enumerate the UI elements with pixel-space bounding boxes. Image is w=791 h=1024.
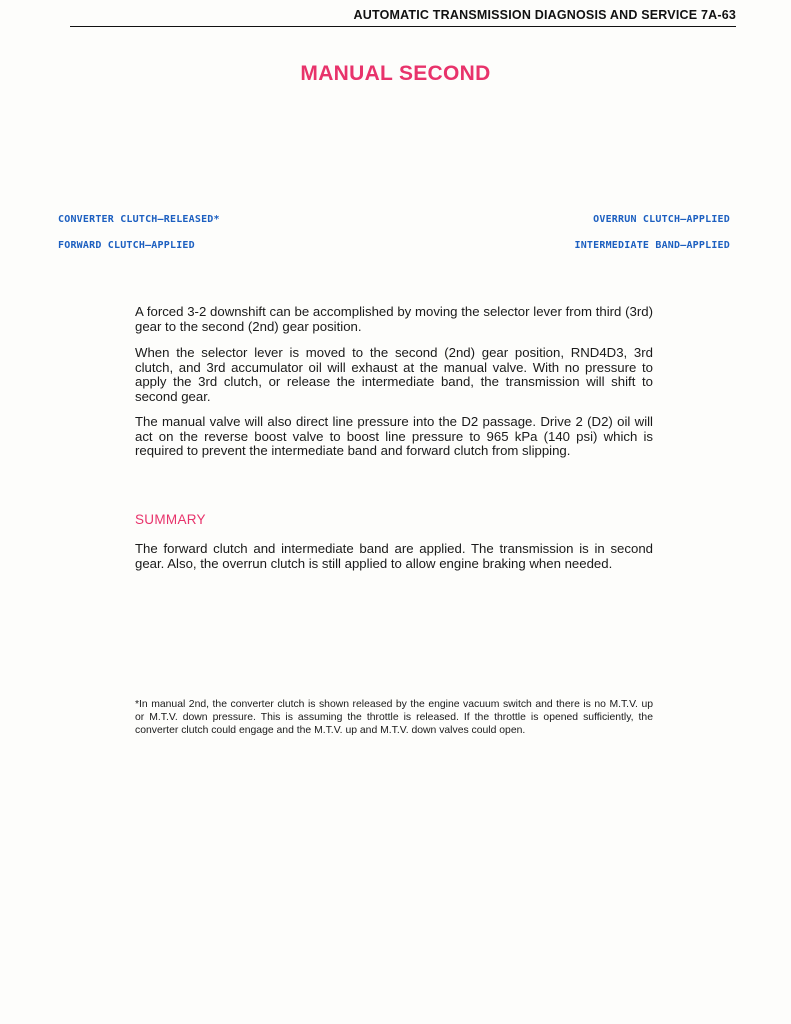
body-paragraph-2: When the selector lever is moved to the second (2nd) gear position, RND4D3, 3rd clutch, and 3rd accumulator oil will exhaust at the manual valve. With no pressure to apply the 3rd clutch, or release the intermediate band, the transmission will shift to second gear.: [135, 345, 653, 404]
status-forward-clutch: FORWARD CLUTCH–APPLIED: [58, 240, 195, 251]
body-paragraph-3: The manual valve will also direct line pressure into the D2 passage. Drive 2 (D2) oil will act on the reverse boost valve to boost line pressure to 965 kPa (140 psi) which is required to prevent the intermediate band and forward clutch from slipping.: [135, 414, 653, 458]
footnote: *In manual 2nd, the converter clutch is shown released by the engine vacuum switch and there is no M.T.V. up or M.T.V. down pressure. This is assuming the throttle is released. If the throttle is opened sufficiently, the converter clutch could engage and the M.T.V. up and M.T.V. down valves could open.: [135, 699, 653, 736]
summary-paragraph: The forward clutch and intermediate band are applied. The transmission is in second gear. Also, the overrun clutch is still applied to allow engine braking when needed.: [135, 541, 653, 571]
running-header: AUTOMATIC TRANSMISSION DIAGNOSIS AND SERVICE 7A-63: [70, 8, 736, 27]
page-title: MANUAL SECOND: [300, 62, 491, 85]
status-converter-clutch: CONVERTER CLUTCH–RELEASED*: [58, 214, 220, 225]
summary-heading: SUMMARY: [135, 512, 206, 527]
status-overrun-clutch: OVERRUN CLUTCH–APPLIED: [593, 214, 730, 225]
status-intermediate-band: INTERMEDIATE BAND–APPLIED: [574, 240, 730, 251]
body-paragraph-1: A forced 3-2 downshift can be accomplished by moving the selector lever from third (3rd) gear to the second (2nd) gear position.: [135, 304, 653, 334]
